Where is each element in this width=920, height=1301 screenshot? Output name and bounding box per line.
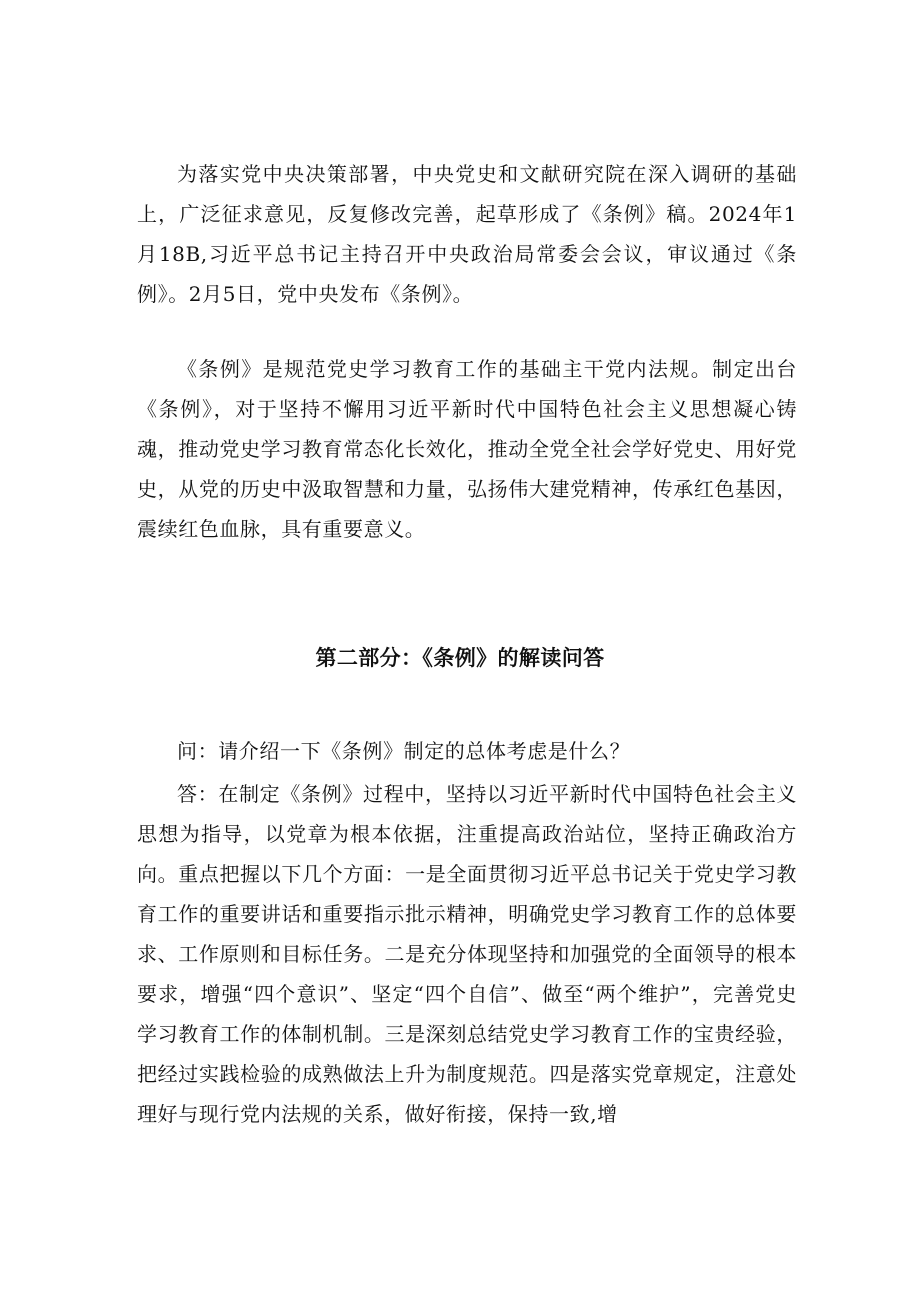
answer-text: 答：在制定《条例》过程中，坚持以习近平新时代中国特色社会主义思想为指导，以党章为根本依据，注重提高政治站位，坚持正确政治方向。重点把握以下几个方面：一是全面贯彻习近平总书记关于党史学习教育工作的重要讲话和重要指示批示精神，明确党史学习教育工作的总体要求、工作原则和目标任务。二是充分体现坚持和加强党的全面领导的根本要求，增强“四个意识”、坚定“四个自信”、做至“两个维护”，完善党史学习教育工作的体制机制。三是深刻总结党史学习教育工作的宝贵经验，把经过实践检验的成熟做法上升为制度规范。四是落实党章规定，注意处理好与现行党内法规的关系，做好衔接，保持一致,增: [137, 782, 797, 1126]
question-text: 问：请介绍一下《条例》制定的总体考虑是什么？: [177, 739, 631, 763]
section-heading: 第二部分：《条例》的解读问答: [315, 646, 605, 670]
paragraph-drafting-process: 为落实党中央决策部署，中央党史和文献研究院在深入调研的基础上，广泛征求意见，反复修改完善，起草形成了《条例》稿。2024年1月18B,习近平总书记主持召开中央政治局常委会会议，审议通过《条例》。2月5日，党中央发布《条例》。: [137, 162, 797, 306]
paragraph-significance: 《条例》是规范党史学习教育工作的基础主干党内法规。制定出台《条例》，对于坚持不懈用习近平新时代中国特色社会主义思想凝心铸魂，推动党史学习教育常态化长效化，推动全党全社会学好党史、用好党史，从党的历史中汲取智慧和力量，弘扬伟大建党精神，传承红色基因，震续红色血脉，具有重要意义。: [137, 357, 797, 541]
